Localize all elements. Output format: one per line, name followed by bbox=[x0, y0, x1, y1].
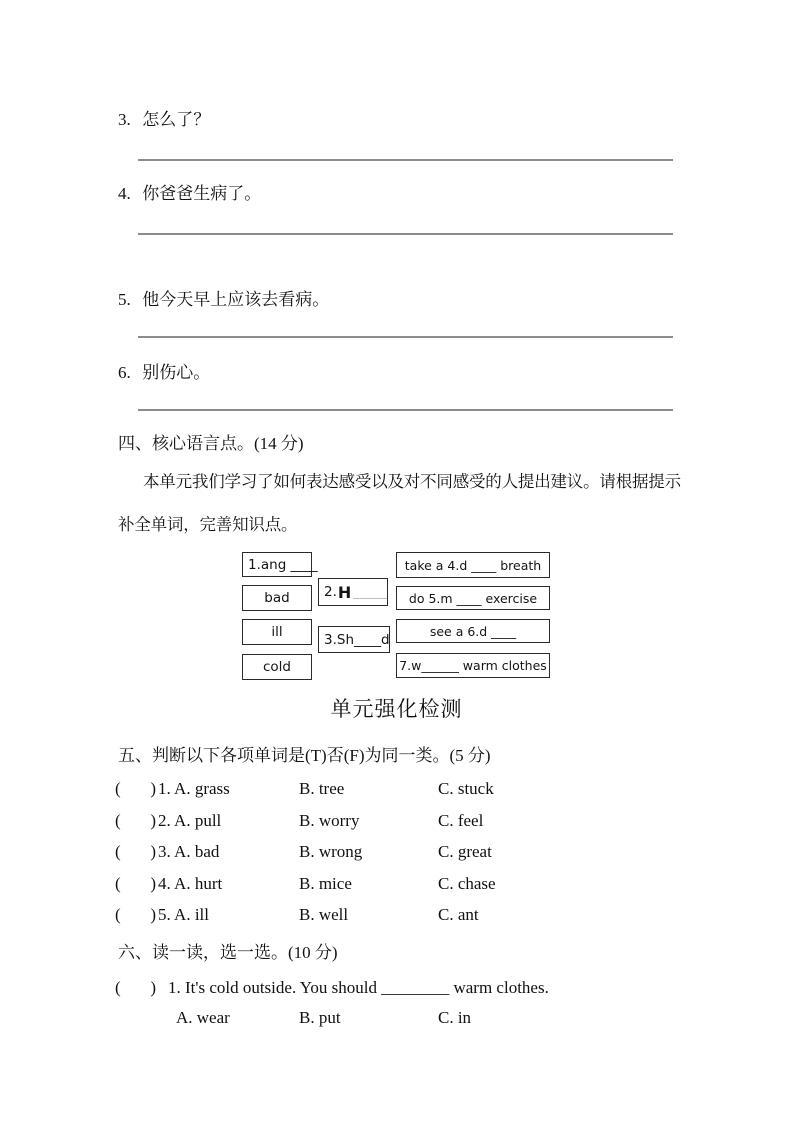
judge-item-4 bbox=[0, 874, 793, 896]
option-c: C. ant bbox=[438, 905, 479, 924]
paren-blank: ( ) bbox=[115, 811, 157, 830]
translation-question-5 bbox=[118, 285, 329, 310]
option-a: 2. A. pull bbox=[158, 811, 222, 830]
word-box-wear-clothes: 7.w______ warm clothes bbox=[396, 653, 550, 678]
word-box-how-letter: H bbox=[337, 582, 352, 602]
judge-item-2 bbox=[0, 811, 793, 833]
question-text: 怎么了？ bbox=[142, 110, 211, 129]
option-a: 1. A. grass bbox=[158, 779, 230, 798]
question-text: 他今天早上应该去看病。 bbox=[142, 290, 330, 309]
judge-item-5 bbox=[0, 905, 793, 927]
paren-blank: ( ) bbox=[115, 905, 157, 924]
answer-line bbox=[138, 336, 673, 338]
option-b: B. wrong bbox=[299, 842, 363, 861]
translation-question-4 bbox=[118, 179, 261, 204]
question-number: 3. bbox=[118, 110, 131, 129]
option-c: C. stuck bbox=[438, 779, 494, 798]
option-c: C. great bbox=[438, 842, 492, 861]
option-b: B. worry bbox=[299, 811, 360, 830]
section-6-heading: 六、读一读，选一选。(10 分) bbox=[118, 943, 338, 962]
question-number: 6. bbox=[118, 363, 131, 382]
section-5-heading: 五、判断以下各项单词是(T)否(F)为同一类。(5 分) bbox=[118, 746, 491, 765]
answer-line bbox=[138, 409, 673, 411]
blank-line bbox=[353, 586, 387, 599]
option-a: 3. A. bad bbox=[158, 842, 220, 861]
option-c: C. chase bbox=[438, 874, 496, 893]
answer-line bbox=[138, 159, 673, 161]
judge-item-3 bbox=[0, 842, 793, 864]
word-box-should: 3.Sh____d bbox=[318, 626, 390, 653]
paren-blank: ( ) bbox=[115, 842, 157, 861]
word-box-ill: ill bbox=[242, 619, 312, 645]
word-box-bad: bad bbox=[242, 585, 312, 611]
question-text: 别伤心。 bbox=[142, 363, 211, 382]
option-c: C. in bbox=[438, 1008, 472, 1027]
section-4-intro-line-1: 本单元我们学习了如何表达感受以及对不同感受的人提出建议。请根据提示 bbox=[143, 472, 681, 491]
word-box-how bbox=[318, 578, 388, 606]
section-4-intro-line-2: 补全单词，完善知识点。 bbox=[118, 515, 298, 534]
choice-question-1 bbox=[0, 978, 793, 1000]
paren-blank: ( ) bbox=[115, 874, 157, 893]
option-c: C. feel bbox=[438, 811, 484, 830]
word-box-take-breath: take a 4.d ____ breath bbox=[396, 552, 550, 578]
question-number: 4. bbox=[118, 184, 131, 203]
question-text: 你爸爸生病了。 bbox=[142, 184, 262, 203]
question-text: 1. It's cold outside. You should ________ warm clothes. bbox=[168, 978, 549, 997]
option-b: B. put bbox=[299, 1008, 341, 1027]
option-b: B. well bbox=[299, 905, 349, 924]
question-number: 5. bbox=[118, 290, 131, 309]
translation-question-3 bbox=[118, 105, 210, 130]
option-b: B. mice bbox=[299, 874, 352, 893]
paren-blank: ( ) bbox=[115, 978, 157, 997]
word-box-see-doctor: see a 6.d ____ bbox=[396, 619, 550, 643]
paren-blank: ( ) bbox=[115, 779, 157, 798]
word-box-how-prefix: 2. bbox=[324, 584, 337, 600]
option-a: A. wear bbox=[176, 1008, 230, 1027]
section-4-heading: 四、核心语言点。(14 分) bbox=[118, 434, 304, 453]
option-a: 5. A. ill bbox=[158, 905, 210, 924]
option-a: 4. A. hurt bbox=[158, 874, 223, 893]
answer-line bbox=[138, 233, 673, 235]
choice-options-1 bbox=[0, 1008, 793, 1030]
word-box-cold: cold bbox=[242, 654, 312, 680]
word-box-do-exercise: do 5.m ____ exercise bbox=[396, 586, 550, 610]
translation-question-6 bbox=[118, 358, 210, 383]
option-b: B. tree bbox=[299, 779, 345, 798]
unit-test-title: 单元强化检测 bbox=[330, 697, 463, 721]
judge-item-1 bbox=[0, 779, 793, 801]
word-box-angry: 1.ang ____ bbox=[242, 552, 312, 577]
